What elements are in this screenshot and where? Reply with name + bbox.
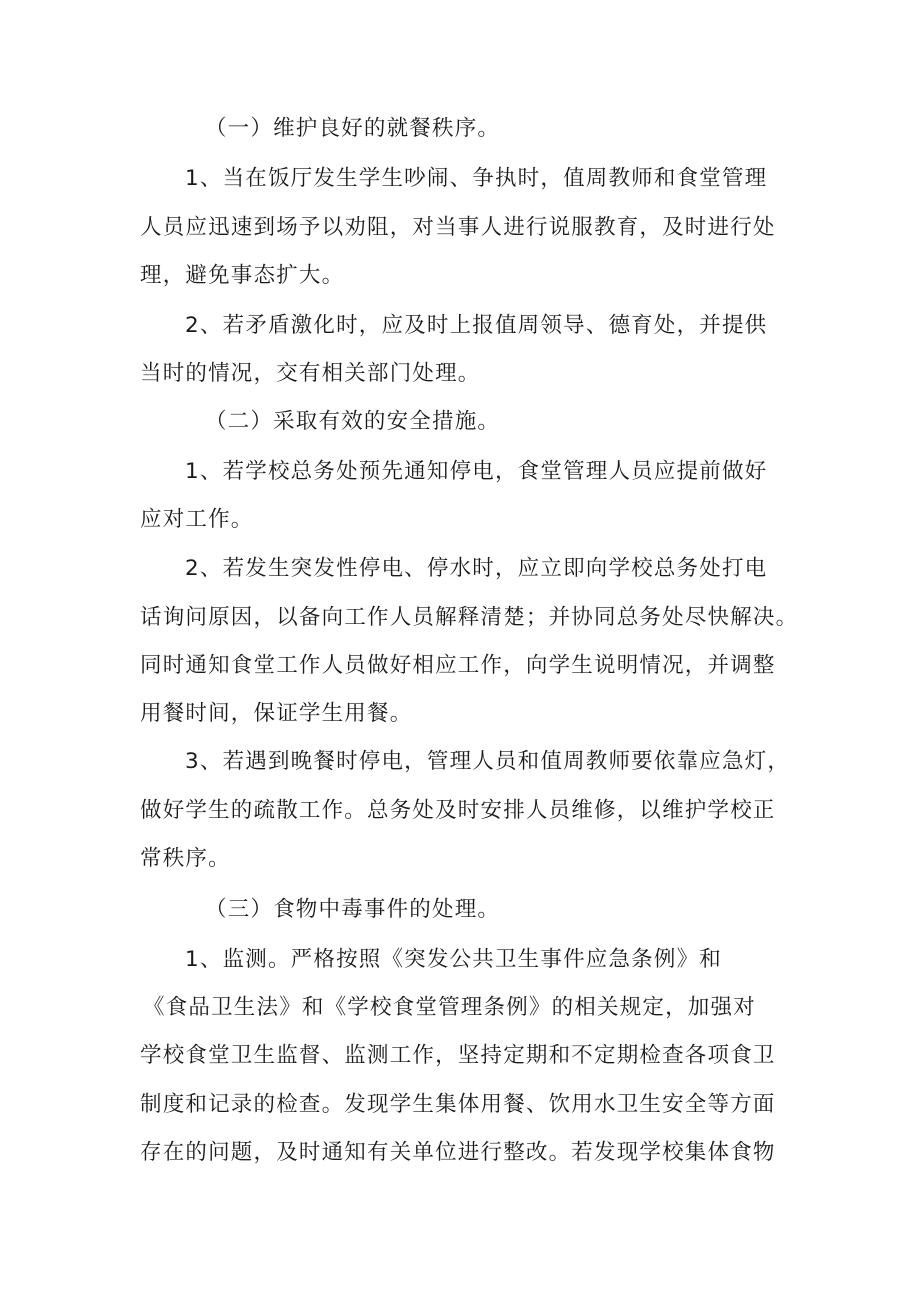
paragraph-line: 用餐时间，保证学生用餐。 — [140, 701, 413, 726]
paragraph-line: 同时通知食堂工作人员做好相应工作，向学生说明情况，并调整 — [140, 653, 776, 678]
paragraph-line: 存在的问题，及时通知有关单位进行整改。若发现学校集体食物 — [140, 1140, 776, 1165]
paragraph-line: 做好学生的疏散工作。总务处及时安排人员维修，以维护学校正 — [140, 798, 776, 823]
paragraph-line: 1、监测。严格按照《突发公共卫生事件应急条例》和 — [185, 947, 722, 972]
paragraph-line: 3、若遇到晚餐时停电，管理人员和值周教师要依靠应急灯， — [185, 749, 791, 774]
paragraph-line: 1、当在饭厅发生学生吵闹、争执时，值周教师和食堂管理 — [185, 166, 768, 191]
paragraph-line: 人员应迅速到场予以劝阻，对当事人进行说服教育，及时进行处 — [140, 215, 776, 240]
paragraph-line: 常秩序。 — [140, 846, 231, 871]
paragraph-line: 《食品卫生法》和《学校食堂管理条例》的相关规定，加强对 — [143, 995, 756, 1020]
paragraph-line: 当时的情况，交有相关部门处理。 — [140, 361, 481, 386]
paragraph-line: 话询问原因，以备向工作人员解释清楚；并协同总务处尽快解决。 — [140, 605, 799, 630]
paragraph-line: 2、若发生突发性停电、停水时，应立即向学校总务处打电 — [185, 556, 768, 581]
section3-heading: （三）食物中毒事件的处理。 — [205, 897, 501, 922]
section1-heading: （一）维护良好的就餐秩序。 — [205, 116, 501, 141]
paragraph-line: 理，避免事态扩大。 — [140, 263, 345, 288]
paragraph-line: 1、若学校总务处预先通知停电，食堂管理人员应提前做好 — [185, 459, 768, 484]
paragraph-line: 应对工作。 — [140, 507, 254, 532]
paragraph-line: 制度和记录的检查。发现学生集体用餐、饮用水卫生安全等方面 — [140, 1092, 776, 1117]
section2-heading: （二）采取有效的安全措施。 — [205, 409, 501, 434]
paragraph-line: 学校食堂卫生监督、监测工作，坚持定期和不定期检查各项食卫 — [140, 1043, 776, 1068]
paragraph-line: 2、若矛盾激化时，应及时上报值周领导、德育处，并提供 — [185, 313, 768, 338]
